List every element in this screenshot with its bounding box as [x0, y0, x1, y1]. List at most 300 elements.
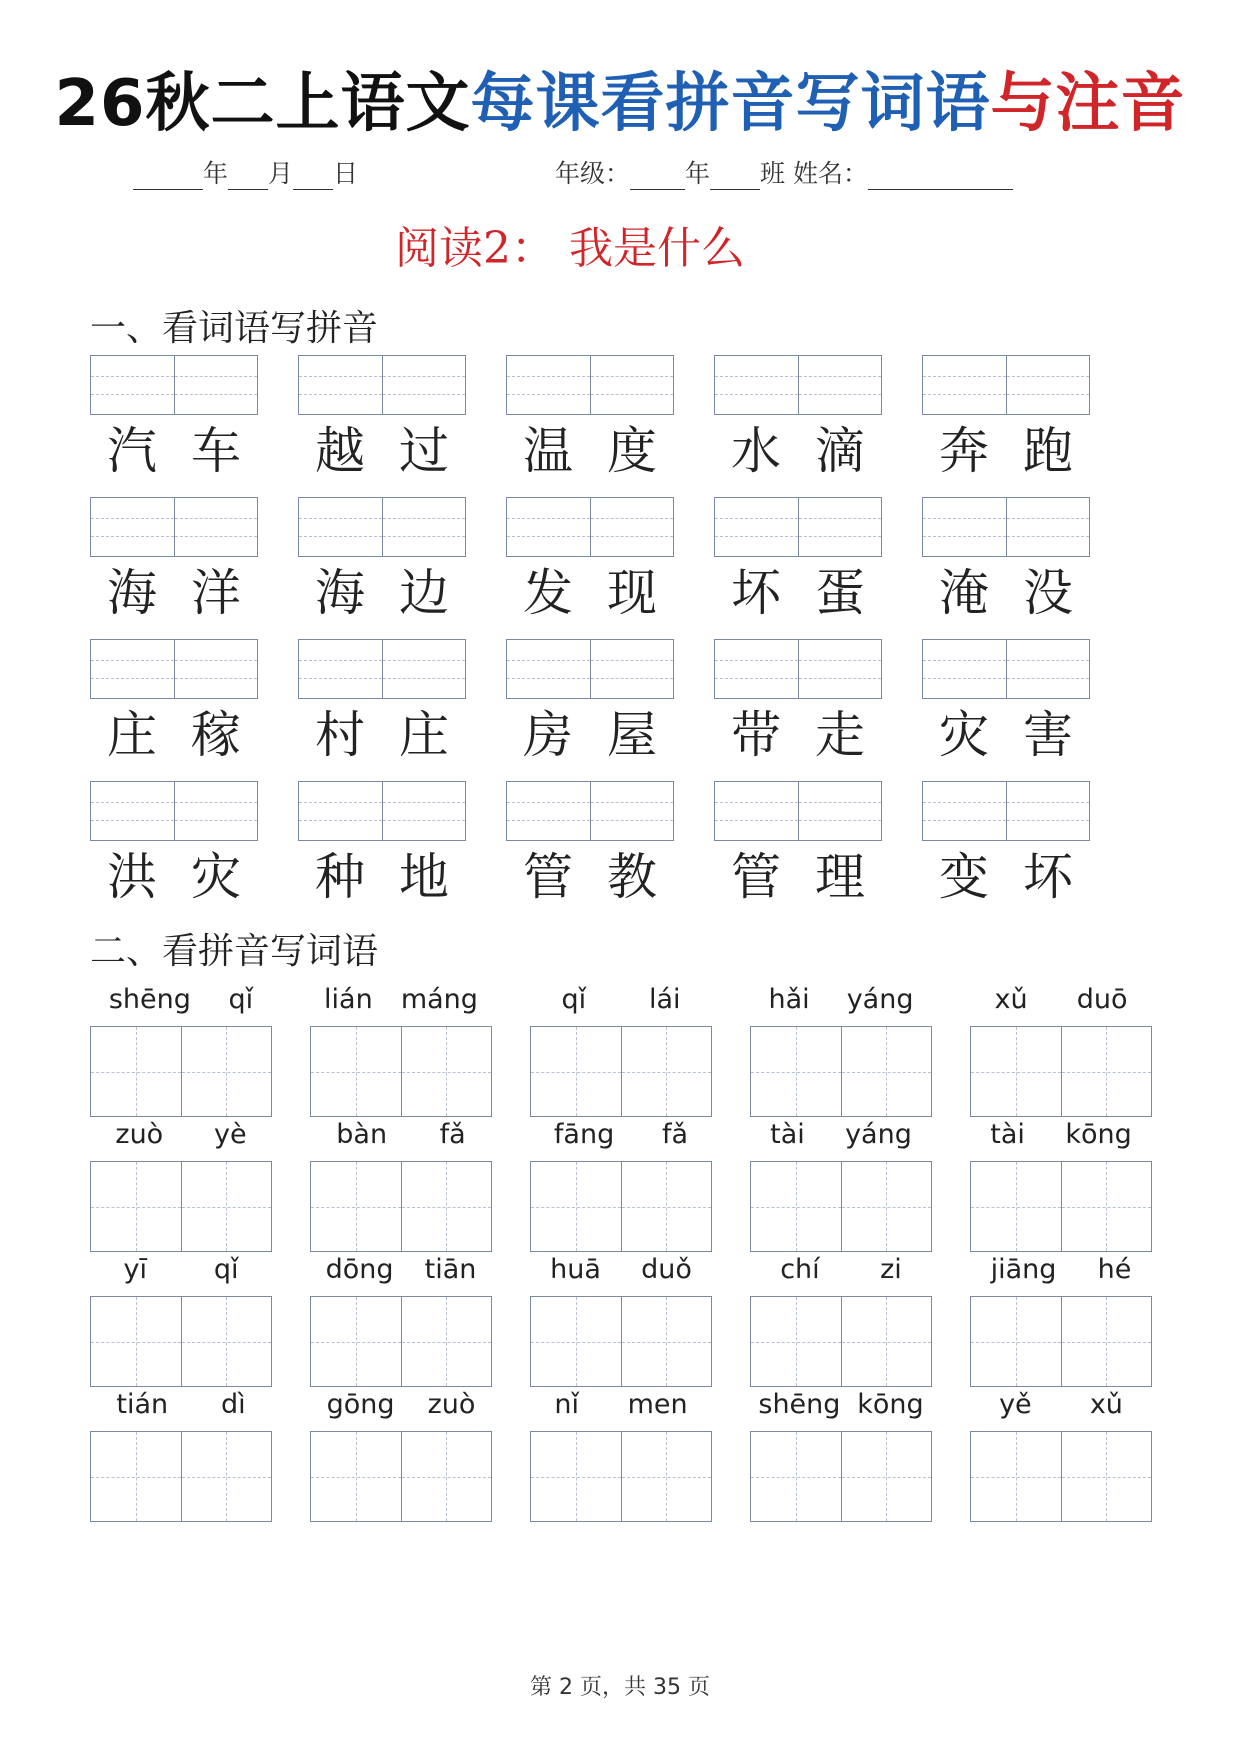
- guide-line: [507, 536, 590, 537]
- character-writing-box[interactable]: [530, 1431, 712, 1522]
- tian-zi-cell[interactable]: [311, 1297, 401, 1386]
- tian-zi-cell[interactable]: [401, 1432, 492, 1521]
- word-item: [298, 497, 468, 623]
- pinyin-box-half[interactable]: [382, 640, 466, 698]
- title-part-2: 每课看拼音写词语: [470, 67, 991, 141]
- tian-zi-cell[interactable]: [841, 1027, 932, 1116]
- guide-line: [1007, 394, 1090, 395]
- word-item: [922, 497, 1092, 623]
- character-writing-box[interactable]: [310, 1026, 492, 1117]
- guide-line: [715, 518, 798, 519]
- character-writing-box[interactable]: [90, 1026, 272, 1117]
- pinyin-syllable: hé: [1097, 1254, 1132, 1285]
- guide-line: [591, 376, 674, 377]
- word-characters: [90, 421, 258, 481]
- character-writing-box[interactable]: [90, 1431, 272, 1522]
- word-character: 房: [523, 706, 573, 764]
- guide-line: [507, 518, 590, 519]
- pinyin-box-half[interactable]: [299, 356, 382, 414]
- guide-line: [923, 376, 1006, 377]
- pinyin-box-half[interactable]: [91, 640, 174, 698]
- day-blank[interactable]: [293, 169, 333, 190]
- word-characters: [714, 421, 882, 481]
- pinyin-box-half[interactable]: [923, 640, 1006, 698]
- date-month-label: 月: [268, 159, 294, 188]
- tian-zi-cell[interactable]: [751, 1027, 841, 1116]
- pinyin-item: [530, 1387, 712, 1522]
- pinyin-item: [970, 982, 1152, 1117]
- pinyin-box-half[interactable]: [715, 498, 798, 556]
- tian-zi-cell[interactable]: [621, 1027, 712, 1116]
- date-year-label: 年: [203, 159, 229, 188]
- pinyin-item: [750, 1117, 932, 1252]
- title-part-3: 与注音: [990, 67, 1186, 141]
- pinyin-writing-box[interactable]: [506, 355, 674, 415]
- tian-zi-cell[interactable]: [971, 1432, 1061, 1521]
- word-character: 没: [1023, 564, 1073, 622]
- guide-line: [311, 1072, 401, 1073]
- guide-line: [799, 678, 882, 679]
- pinyin-labels: [750, 982, 932, 1018]
- pinyin-item: [750, 1387, 932, 1522]
- character-writing-box[interactable]: [310, 1296, 492, 1387]
- guide-line: [842, 1072, 932, 1073]
- pinyin-box-half[interactable]: [923, 782, 1006, 840]
- pinyin-syllable: zi: [880, 1254, 902, 1285]
- title-part-1: 26秋二上语文: [54, 67, 471, 141]
- pinyin-item: [310, 1252, 492, 1387]
- pinyin-item: [530, 1117, 712, 1252]
- word-character: 害: [1023, 706, 1073, 764]
- tian-zi-cell[interactable]: [311, 1162, 401, 1251]
- character-writing-box[interactable]: [970, 1026, 1152, 1117]
- word-character: 教: [607, 848, 657, 906]
- pinyin-box-half[interactable]: [715, 782, 798, 840]
- guide-line: [531, 1207, 621, 1208]
- guide-line: [175, 802, 258, 803]
- guide-line: [715, 394, 798, 395]
- name-blank[interactable]: [868, 169, 1013, 190]
- pinyin-box-half[interactable]: [1006, 356, 1090, 414]
- tian-zi-cell[interactable]: [401, 1297, 492, 1386]
- guide-line: [507, 660, 590, 661]
- pinyin-writing-box[interactable]: [90, 639, 258, 699]
- tian-zi-cell[interactable]: [181, 1162, 272, 1251]
- guide-line: [971, 1072, 1061, 1073]
- character-writing-box[interactable]: [530, 1296, 712, 1387]
- guide-line: [91, 820, 174, 821]
- pinyin-syllable: tài: [770, 1119, 805, 1150]
- pinyin-writing-box[interactable]: [298, 639, 466, 699]
- pinyin-syllable: duǒ: [641, 1254, 692, 1285]
- word-characters: [90, 847, 258, 907]
- guide-line: [402, 1207, 492, 1208]
- pinyin-writing-box[interactable]: [90, 355, 258, 415]
- guide-line: [799, 802, 882, 803]
- word-character: 屋: [607, 706, 657, 764]
- pinyin-syllable: yě: [999, 1389, 1032, 1420]
- grade-class-label: 班: [760, 159, 786, 188]
- word-character: 水: [731, 422, 781, 480]
- pinyin-syllable: yī: [123, 1254, 147, 1285]
- pinyin-writing-box[interactable]: [922, 639, 1090, 699]
- word-characters: [922, 847, 1090, 907]
- pinyin-writing-box[interactable]: [714, 781, 882, 841]
- pinyin-box-half[interactable]: [174, 498, 258, 556]
- guide-line: [1007, 376, 1090, 377]
- pinyin-syllable: xǔ: [994, 984, 1028, 1015]
- pinyin-syllable: fǎ: [439, 1119, 466, 1150]
- guide-line: [507, 394, 590, 395]
- pinyin-box-half[interactable]: [174, 782, 258, 840]
- pinyin-writing-box[interactable]: [298, 355, 466, 415]
- guide-line: [751, 1072, 841, 1073]
- word-item: [506, 781, 676, 907]
- word-character: 洋: [191, 564, 241, 622]
- pinyin-syllable: tián: [116, 1389, 169, 1420]
- pinyin-labels: [530, 1387, 712, 1423]
- pinyin-syllable: jiāng: [990, 1254, 1057, 1285]
- pinyin-box-half[interactable]: [91, 498, 174, 556]
- word-item: [714, 497, 884, 623]
- pinyin-writing-box[interactable]: [922, 355, 1090, 415]
- pinyin-box-half[interactable]: [91, 782, 174, 840]
- tian-zi-cell[interactable]: [751, 1162, 841, 1251]
- tian-zi-cell[interactable]: [1061, 1432, 1152, 1521]
- date-line: [133, 154, 358, 190]
- guide-line: [507, 820, 590, 821]
- character-writing-box[interactable]: [310, 1161, 492, 1252]
- pinyin-box-half[interactable]: [507, 782, 590, 840]
- pinyin-writing-box[interactable]: [506, 639, 674, 699]
- guide-line: [383, 536, 466, 537]
- pinyin-box-half[interactable]: [1006, 640, 1090, 698]
- word-character: 坏: [731, 564, 781, 622]
- tian-zi-cell[interactable]: [1061, 1297, 1152, 1386]
- tian-zi-cell[interactable]: [401, 1162, 492, 1251]
- guide-line: [715, 678, 798, 679]
- guide-line: [175, 376, 258, 377]
- word-character: 庄: [399, 706, 449, 764]
- tian-zi-cell[interactable]: [621, 1432, 712, 1521]
- pinyin-box-half[interactable]: [299, 782, 382, 840]
- guide-line: [751, 1207, 841, 1208]
- tian-zi-cell[interactable]: [531, 1027, 621, 1116]
- guide-line: [531, 1477, 621, 1478]
- pinyin-syllable: lái: [648, 984, 681, 1015]
- guide-line: [402, 1072, 492, 1073]
- pinyin-item: [310, 982, 492, 1117]
- guide-line: [299, 518, 382, 519]
- guide-line: [1007, 536, 1090, 537]
- word-item: [714, 639, 884, 765]
- word-characters: [298, 705, 466, 765]
- tian-zi-cell[interactable]: [751, 1297, 841, 1386]
- guide-line: [1062, 1477, 1152, 1478]
- pinyin-box-half[interactable]: [174, 356, 258, 414]
- pinyin-labels: [750, 1117, 932, 1153]
- character-writing-box[interactable]: [750, 1431, 932, 1522]
- pinyin-item: [90, 1117, 272, 1252]
- guide-line: [715, 802, 798, 803]
- word-item: [506, 497, 676, 623]
- guide-line: [842, 1207, 932, 1208]
- pinyin-syllable: qǐ: [561, 984, 587, 1015]
- word-character: 温: [523, 422, 573, 480]
- tian-zi-cell[interactable]: [181, 1297, 272, 1386]
- guide-line: [531, 1072, 621, 1073]
- word-item: [90, 355, 260, 481]
- word-item: [506, 355, 676, 481]
- guide-line: [1062, 1072, 1152, 1073]
- pinyin-box-half[interactable]: [507, 356, 590, 414]
- pinyin-box-half[interactable]: [715, 356, 798, 414]
- tian-zi-cell[interactable]: [971, 1297, 1061, 1386]
- guide-line: [799, 660, 882, 661]
- guide-line: [175, 536, 258, 537]
- class-blank[interactable]: [710, 169, 760, 190]
- word-character: 带: [731, 706, 781, 764]
- pinyin-syllable: tài: [990, 1119, 1025, 1150]
- pinyin-syllable: zuò: [115, 1119, 164, 1150]
- word-character: 村: [315, 706, 365, 764]
- pinyin-labels: [970, 1117, 1152, 1153]
- pinyin-box-half[interactable]: [798, 356, 882, 414]
- pinyin-item: [750, 1252, 932, 1387]
- word-character: 管: [523, 848, 573, 906]
- grade-label: 年级：: [555, 159, 631, 188]
- pinyin-labels: [310, 982, 492, 1018]
- pinyin-writing-box[interactable]: [506, 497, 674, 557]
- guide-line: [311, 1207, 401, 1208]
- pinyin-labels: [750, 1252, 932, 1288]
- pinyin-writing-box[interactable]: [922, 497, 1090, 557]
- tian-zi-cell[interactable]: [91, 1027, 181, 1116]
- tian-zi-cell[interactable]: [841, 1432, 932, 1521]
- guide-line: [591, 518, 674, 519]
- guide-line: [311, 1477, 401, 1478]
- guide-line: [715, 536, 798, 537]
- guide-line: [383, 820, 466, 821]
- word-characters: [506, 563, 674, 623]
- guide-line: [91, 1477, 181, 1478]
- word-character: 发: [523, 564, 573, 622]
- guide-line: [299, 536, 382, 537]
- guide-line: [971, 1207, 1061, 1208]
- guide-line: [1007, 678, 1090, 679]
- guide-line: [299, 376, 382, 377]
- pinyin-box-half[interactable]: [798, 782, 882, 840]
- month-blank[interactable]: [228, 169, 268, 190]
- pinyin-box-half[interactable]: [382, 356, 466, 414]
- year-blank[interactable]: [133, 169, 203, 190]
- pinyin-box-half[interactable]: [507, 640, 590, 698]
- tian-zi-cell[interactable]: [531, 1432, 621, 1521]
- pinyin-syllable: qǐ: [213, 1254, 239, 1285]
- word-characters: [298, 847, 466, 907]
- guide-line: [591, 536, 674, 537]
- character-writing-box[interactable]: [750, 1026, 932, 1117]
- word-character: 海: [315, 564, 365, 622]
- pinyin-syllable: yáng: [846, 984, 914, 1015]
- pinyin-box-half[interactable]: [590, 640, 674, 698]
- tian-zi-cell[interactable]: [841, 1162, 932, 1251]
- tian-zi-cell[interactable]: [841, 1297, 932, 1386]
- guide-line: [91, 536, 174, 537]
- pinyin-syllable: fāng: [553, 1119, 615, 1150]
- guide-line: [715, 820, 798, 821]
- pinyin-labels: [90, 1117, 272, 1153]
- guide-line: [299, 394, 382, 395]
- tian-zi-cell[interactable]: [621, 1297, 712, 1386]
- word-characters: [714, 705, 882, 765]
- pinyin-syllable: gōng: [326, 1389, 395, 1420]
- pinyin-syllable: fǎ: [662, 1119, 689, 1150]
- character-writing-box[interactable]: [750, 1161, 932, 1252]
- pinyin-box-half[interactable]: [299, 640, 382, 698]
- word-character: 蛋: [815, 564, 865, 622]
- character-writing-box[interactable]: [970, 1161, 1152, 1252]
- pinyin-box-half[interactable]: [91, 356, 174, 414]
- pinyin-labels: [970, 982, 1152, 1018]
- pinyin-syllable: lián: [324, 984, 373, 1015]
- pinyin-box-half[interactable]: [590, 498, 674, 556]
- pinyin-syllable: zuò: [427, 1389, 476, 1420]
- word-characters: [90, 705, 258, 765]
- tian-zi-cell[interactable]: [181, 1432, 272, 1521]
- tian-zi-cell[interactable]: [971, 1162, 1061, 1251]
- pinyin-box-half[interactable]: [798, 498, 882, 556]
- guide-line: [923, 678, 1006, 679]
- pinyin-syllable: máng: [400, 984, 478, 1015]
- pinyin-box-half[interactable]: [798, 640, 882, 698]
- tian-zi-cell[interactable]: [311, 1432, 401, 1521]
- tian-zi-cell[interactable]: [91, 1162, 181, 1251]
- tian-zi-cell[interactable]: [971, 1027, 1061, 1116]
- pinyin-box-half[interactable]: [590, 356, 674, 414]
- guide-line: [402, 1477, 492, 1478]
- pinyin-writing-box[interactable]: [90, 781, 258, 841]
- pinyin-labels: [530, 1252, 712, 1288]
- tian-zi-cell[interactable]: [181, 1027, 272, 1116]
- guide-line: [799, 394, 882, 395]
- pinyin-labels: [310, 1387, 492, 1423]
- pinyin-syllable: hǎi: [768, 984, 810, 1015]
- guide-line: [175, 678, 258, 679]
- character-writing-box[interactable]: [530, 1026, 712, 1117]
- guide-line: [842, 1342, 932, 1343]
- pinyin-box-half[interactable]: [174, 640, 258, 698]
- grade-year-label: 年: [685, 159, 711, 188]
- name-label: 姓名：: [793, 159, 869, 188]
- guide-line: [622, 1342, 712, 1343]
- word-character: 管: [731, 848, 781, 906]
- pinyin-item: [530, 982, 712, 1117]
- pinyin-syllable: yè: [214, 1119, 247, 1150]
- word-character: 变: [939, 848, 989, 906]
- character-writing-box[interactable]: [970, 1431, 1152, 1522]
- pinyin-box-half[interactable]: [1006, 782, 1090, 840]
- pinyin-box-half[interactable]: [382, 782, 466, 840]
- pinyin-box-half[interactable]: [507, 498, 590, 556]
- word-item: [922, 355, 1092, 481]
- character-writing-box[interactable]: [530, 1161, 712, 1252]
- pinyin-syllable: qǐ: [228, 984, 254, 1015]
- character-writing-box[interactable]: [970, 1296, 1152, 1387]
- word-character: 度: [607, 422, 657, 480]
- tian-zi-cell[interactable]: [1061, 1162, 1152, 1251]
- word-characters: [922, 705, 1090, 765]
- pinyin-writing-box[interactable]: [298, 781, 466, 841]
- word-character: 地: [399, 848, 449, 906]
- guide-line: [591, 802, 674, 803]
- character-writing-box[interactable]: [310, 1431, 492, 1522]
- pinyin-writing-box[interactable]: [714, 639, 882, 699]
- pinyin-writing-box[interactable]: [506, 781, 674, 841]
- character-writing-box[interactable]: [750, 1296, 932, 1387]
- pinyin-item: [90, 982, 272, 1117]
- pinyin-box-half[interactable]: [299, 498, 382, 556]
- tian-zi-cell[interactable]: [311, 1027, 401, 1116]
- pinyin-labels: [530, 1117, 712, 1153]
- tian-zi-cell[interactable]: [1061, 1027, 1152, 1116]
- pinyin-writing-box[interactable]: [714, 497, 882, 557]
- section2-heading: 二、看拼音写词语: [90, 931, 379, 972]
- character-writing-box[interactable]: [90, 1161, 272, 1252]
- word-characters: [922, 563, 1090, 623]
- tian-zi-cell[interactable]: [621, 1162, 712, 1251]
- tian-zi-cell[interactable]: [91, 1432, 181, 1521]
- pinyin-writing-box[interactable]: [90, 497, 258, 557]
- pinyin-syllable: duō: [1076, 984, 1128, 1015]
- character-writing-box[interactable]: [90, 1296, 272, 1387]
- tian-zi-cell[interactable]: [91, 1297, 181, 1386]
- pinyin-writing-box[interactable]: [298, 497, 466, 557]
- pinyin-box-half[interactable]: [923, 356, 1006, 414]
- pinyin-box-half[interactable]: [590, 782, 674, 840]
- tian-zi-cell[interactable]: [401, 1027, 492, 1116]
- grade-blank[interactable]: [630, 169, 685, 190]
- pinyin-item: [90, 1252, 272, 1387]
- pinyin-writing-box[interactable]: [922, 781, 1090, 841]
- pinyin-item: [310, 1117, 492, 1252]
- guide-line: [622, 1072, 712, 1073]
- pinyin-box-half[interactable]: [715, 640, 798, 698]
- word-characters: [506, 705, 674, 765]
- pinyin-box-half[interactable]: [1006, 498, 1090, 556]
- guide-line: [507, 802, 590, 803]
- word-item: [90, 781, 260, 907]
- guide-line: [383, 394, 466, 395]
- tian-zi-cell[interactable]: [531, 1297, 621, 1386]
- guide-line: [799, 376, 882, 377]
- pinyin-writing-box[interactable]: [714, 355, 882, 415]
- pinyin-syllable: huā: [550, 1254, 601, 1285]
- word-character: 淹: [939, 564, 989, 622]
- pinyin-box-half[interactable]: [923, 498, 1006, 556]
- tian-zi-cell[interactable]: [531, 1162, 621, 1251]
- guide-line: [299, 820, 382, 821]
- word-characters: [714, 847, 882, 907]
- page-footer: 第 2 页，共 35 页: [530, 1675, 710, 1700]
- word-character: 越: [315, 422, 365, 480]
- pinyin-box-half[interactable]: [382, 498, 466, 556]
- tian-zi-cell[interactable]: [751, 1432, 841, 1521]
- word-character: 坏: [1023, 848, 1073, 906]
- guide-line: [1007, 518, 1090, 519]
- word-character: 海: [107, 564, 157, 622]
- guide-line: [175, 394, 258, 395]
